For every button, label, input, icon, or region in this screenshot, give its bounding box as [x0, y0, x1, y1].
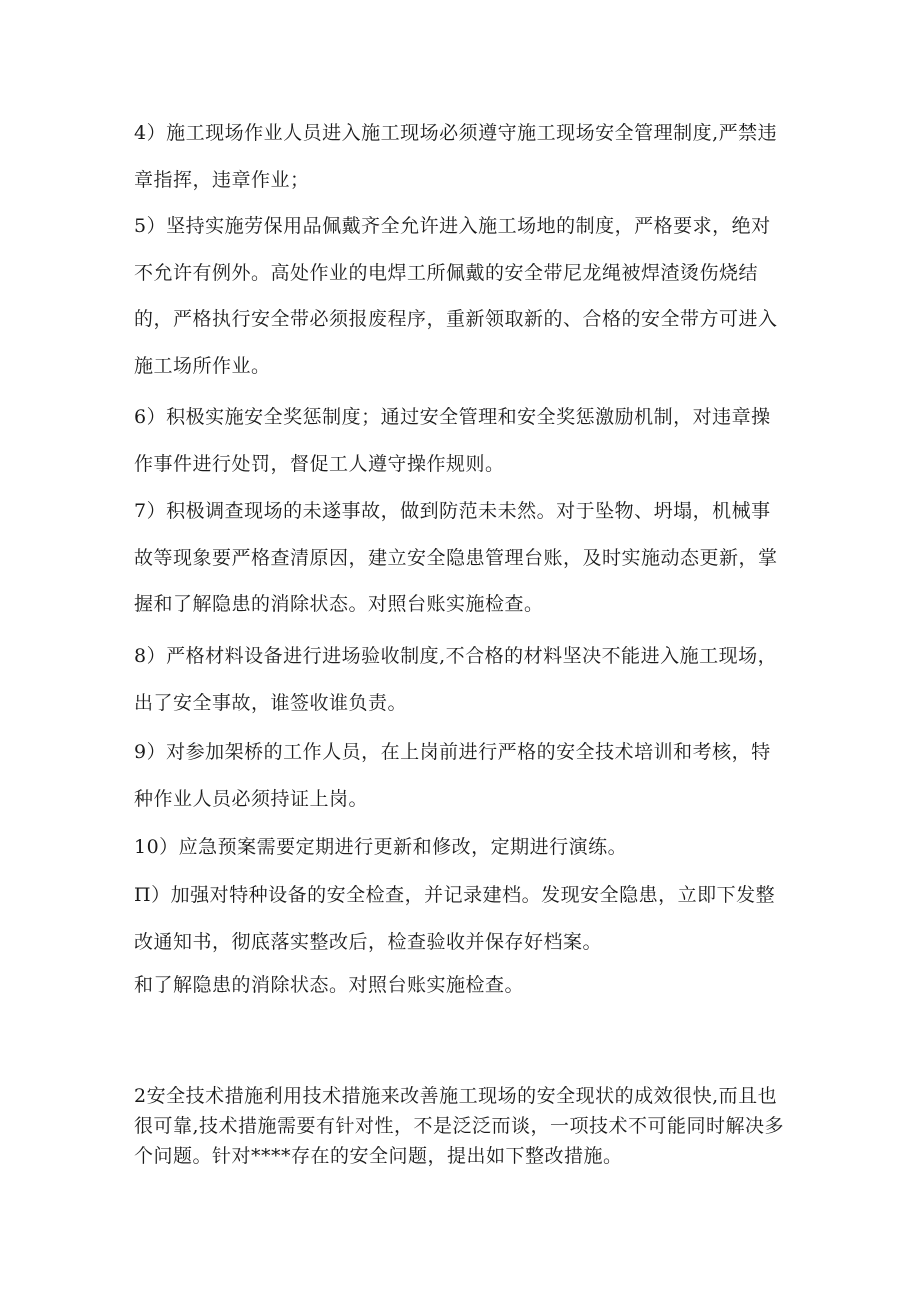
section-2-paragraph: 2安全技术措施利用技术措施来改善施工现场的安全现状的成效很快,而且也很可靠,技术措施需要有针对性，不是泛泛而谈，一项技术不可能同时解决多个问题。针对****存在的安全问题，提出如下整改措施。 — [134, 1085, 785, 1167]
paragraph-item-11: Π）加强对特种设备的安全检查，并记录建档。发现安全隐患，立即下发整改通知书，彻底落实整改后，检查验收并保存好档案。 — [134, 884, 776, 953]
paragraph-item-4: 4）施工现场作业人员进入施工现场必须遵守施工现场安全管理制度,严禁违章指挥，违章作业； — [134, 122, 778, 191]
paragraph-item-10: 10）应急预案需要定期进行更新和修改，定期进行演练。 — [134, 836, 628, 858]
paragraph-item-8: 8）严格材料设备进行进场验收制度,不合格的材料坚决不能进入施工现场，出了安全事故，谁签收谁负责。 — [134, 645, 778, 714]
paragraph-item-5: 5）坚持实施劳保用品佩戴齐全允许进入施工场地的制度，严格要求，绝对不允许有例外。高处作业的电焊工所佩戴的安全带尼龙绳被焊渣烫伤烧结的，严格执行安全带必须报废程序，重新领取新的、合格的安全带方可进入施工场所作业。 — [134, 215, 778, 377]
paragraph-item-7: 7）积极调查现场的未遂事故，做到防范未未然。对于坠物、坍塌，机械事故等现象要严格查清原因，建立安全隐患管理台账，及时实施动态更新，掌握和了解隐患的消除状态。对照台账实施检查。 — [134, 500, 778, 615]
paragraph-item-9: 9）对参加架桥的工作人员，在上岗前进行严格的安全技术培训和考核，特种作业人员必须持证上岗。 — [134, 741, 771, 810]
paragraph-item-6: 6）积极实施安全奖惩制度；通过安全管理和安全奖惩激励机制，对违章操作事件进行处罚，督促工人遵守操作规则。 — [134, 406, 771, 475]
paragraph-repeat-fragment: 和了解隐患的消除状态。对照台账实施检查。 — [134, 974, 525, 996]
